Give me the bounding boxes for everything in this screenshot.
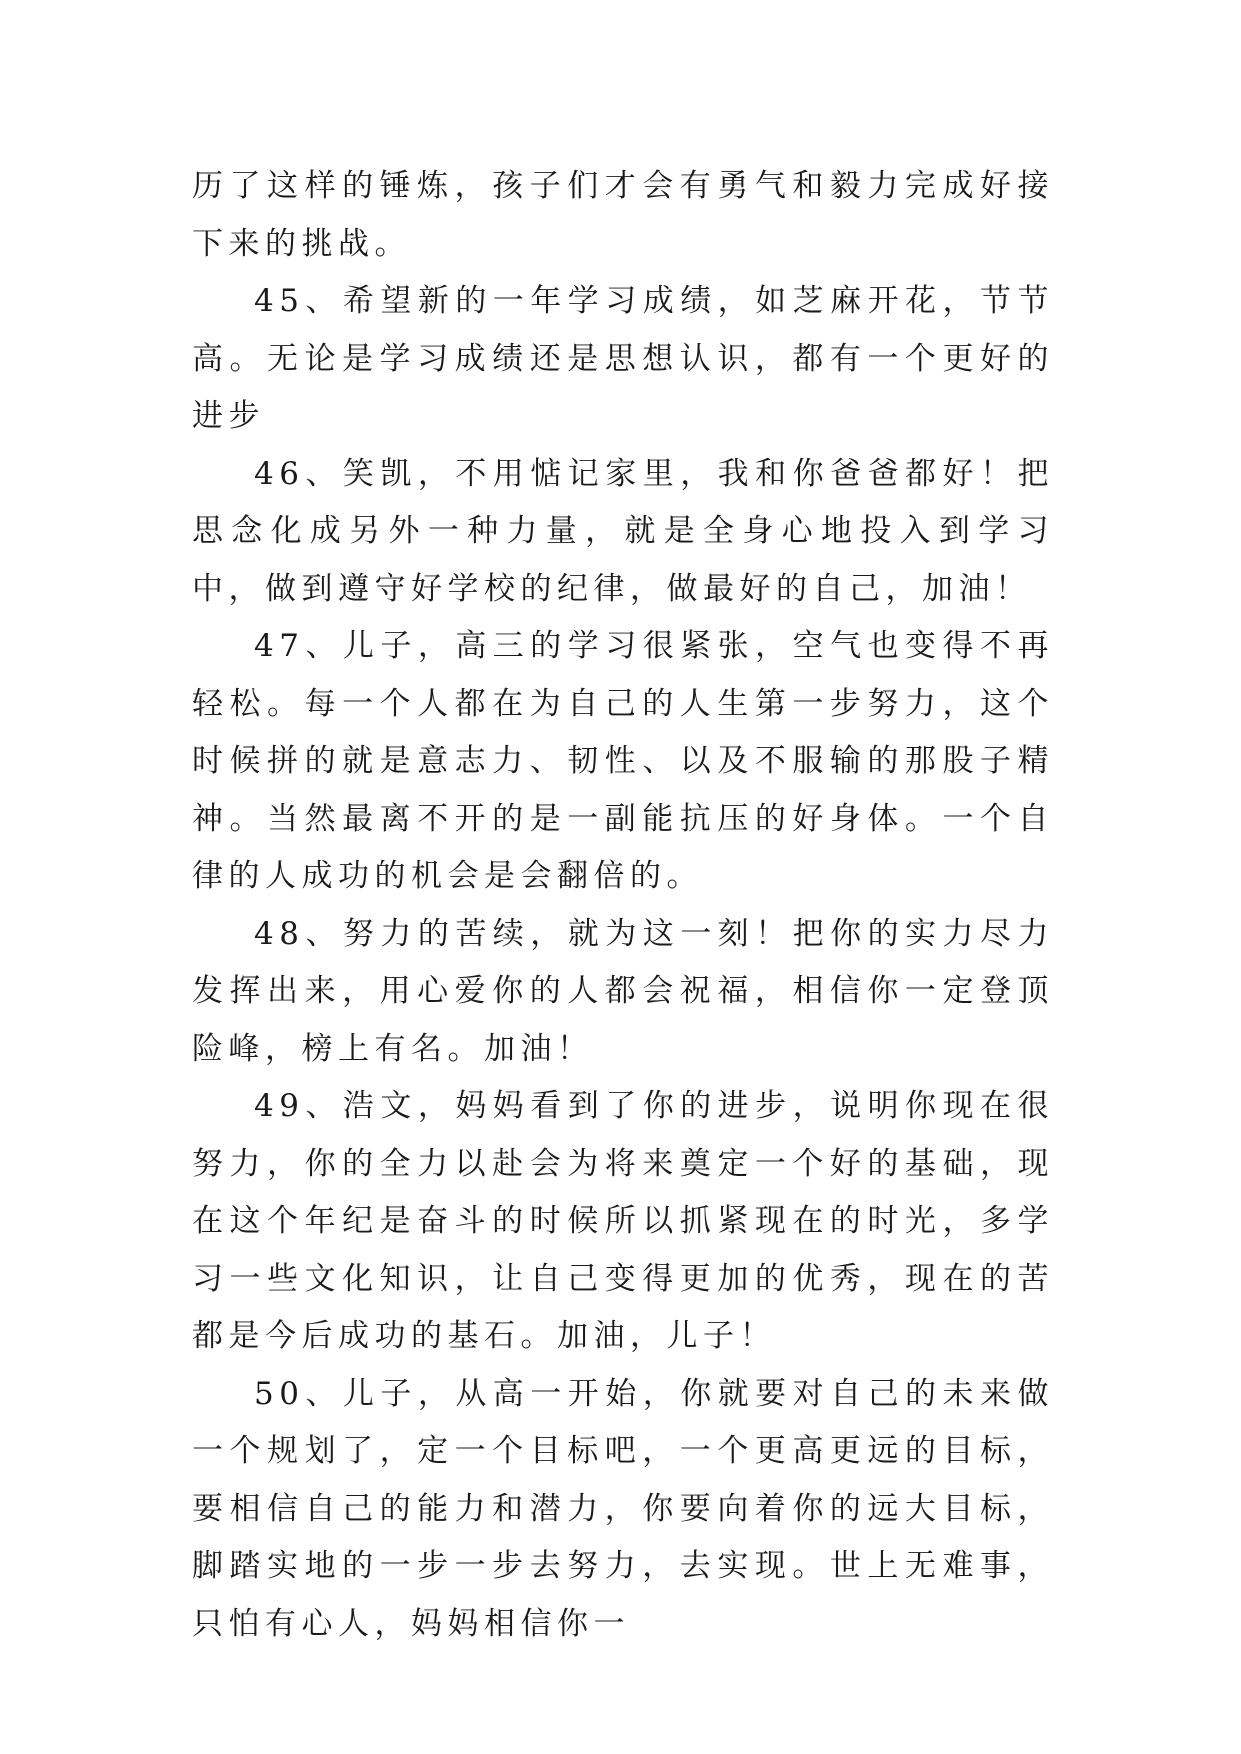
paragraph-item-48: 48、努力的苦续，就为这一刻！把你的实力尽力发挥出来，用心爱你的人都会祝福，相信你一定登顶险峰，榜上有名。加油！ xyxy=(192,915,1054,1067)
paragraph-item-46: 46、笑凯，不用惦记家里，我和你爸爸都好！把思念化成另外一种力量，就是全身心地投入到学习中，做到遵守好学校的纪律，做最好的自己，加油！ xyxy=(192,455,1054,607)
paragraph-item-49: 49、浩文，妈妈看到了你的进步，说明你现在很努力，你的全力以赴会为将来奠定一个好的基础，现在这个年纪是奋斗的时候所以抓紧现在的时光，多学习一些文化知识，让自己变得更加的优秀，现在的苦都是今后成功的基石。加油，儿子！ xyxy=(192,1088,1054,1354)
paragraph-item-45: 45、希望新的一年学习成绩，如芝麻开花，节节高。无论是学习成绩还是思想认识，都有一个更好的进步 xyxy=(192,283,1054,434)
document-body xyxy=(192,158,1054,1653)
paragraph-continuation: 历了这样的锤炼，孩子们才会有勇气和毅力完成好接下来的挑战。 xyxy=(192,168,1054,262)
paragraph-item-47: 47、儿子，高三的学习很紧张，空气也变得不再轻松。每一个人都在为自己的人生第一步努力，这个时候拼的就是意志力、韧性、以及不服输的那股子精神。当然最离不开的是一副能抗压的好身体。一个自律的人成功的机会是会翻倍的。 xyxy=(192,628,1054,894)
paragraph-item-50: 50、儿子，从高一开始，你就要对自己的未来做一个规划了，定一个目标吧，一个更高更远的目标，要相信自己的能力和潜力，你要向着你的远大目标，脚踏实地的一步一步去努力，去实现。世上无难事，只怕有心人，妈妈相信你一 xyxy=(192,1375,1054,1642)
